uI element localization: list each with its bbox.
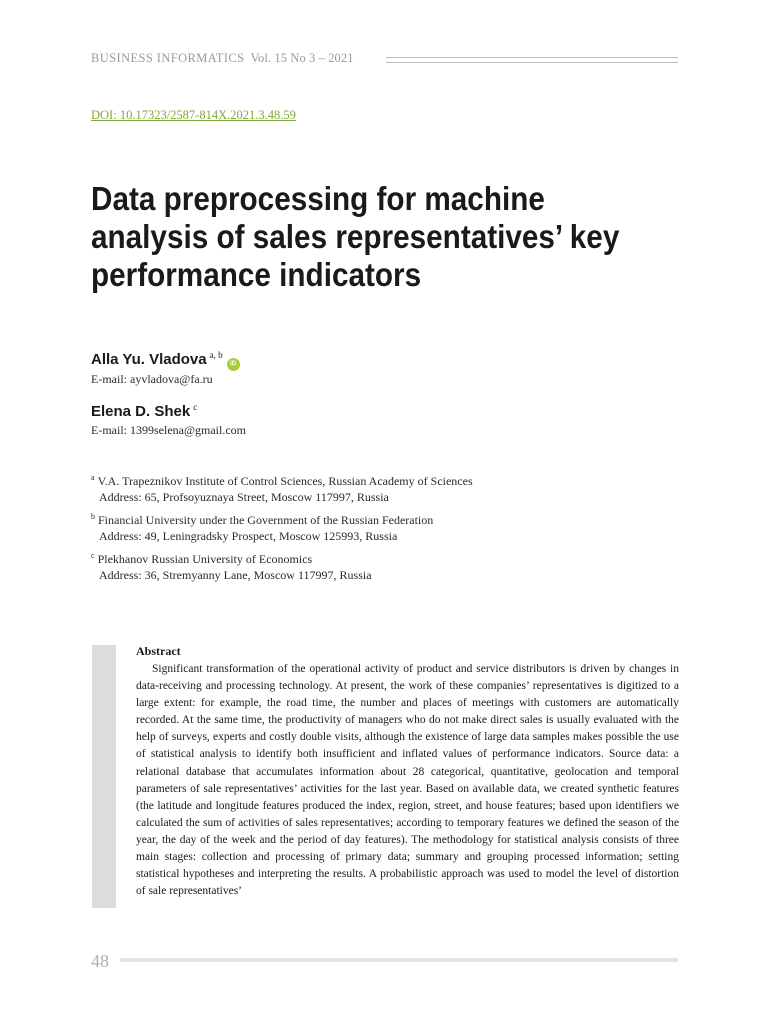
footer-rule bbox=[120, 958, 678, 962]
journal-name: BUSINESS INFORMATICS bbox=[91, 51, 245, 65]
author-1 bbox=[91, 350, 240, 371]
article-title: Data preprocessing for machine analysis of sales representatives’ key performance indicators bbox=[91, 180, 620, 293]
author-affiliation-marks: a, b bbox=[209, 350, 223, 360]
abstract-heading: Abstract bbox=[136, 644, 181, 658]
author-affiliation-marks: c bbox=[193, 402, 198, 412]
author-2 bbox=[91, 402, 197, 420]
affiliation-name: V.A. Trapeznikov Institute of Control Sciences, Russian Academy of Sciences bbox=[97, 474, 473, 488]
doi-link[interactable]: DOI: 10.17323/2587-814X.2021.3.48.59 bbox=[91, 108, 296, 122]
affiliation-address: Address: 49, Leningradsky Prospect, Moscow 125993, Russia bbox=[99, 529, 398, 543]
orcid-icon[interactable]: iD bbox=[227, 358, 240, 371]
affiliation-name: Financial University under the Government of the Russian Federation bbox=[98, 513, 434, 527]
affiliation-c bbox=[91, 548, 372, 583]
abstract-sidebar-bar bbox=[92, 645, 116, 908]
affiliation-mark: c bbox=[91, 551, 95, 560]
journal-volume: Vol. 15 No 3 – 2021 bbox=[250, 51, 354, 65]
author-name: Elena D. Shek bbox=[91, 403, 191, 420]
page-number: 48 bbox=[91, 951, 109, 971]
header-rule bbox=[386, 57, 678, 63]
affiliation-name: Plekhanov Russian University of Economics bbox=[97, 552, 313, 566]
affiliation-b bbox=[91, 509, 433, 544]
abstract-text: Significant transformation of the operational activity of product and service distributors is driven by changes in data-receiving and processing technology. At present, the work of these companies’ representatives is digitized to a large extent: for example, the road time, the number and places of meetings with customers are automatically recorded. At the same time, the productivity of managers who do not make direct sales is usually evaluated with the help of surveys, experts and costly double visits, although the existence of large data samples makes possible the use of statistical analysis to identify both insufficient and inflated values of performance indicators. Source data: a relational database that accumulates information about 28 categorical, quantitative, geolocation and temporal parameters of sale representatives’ activities for the last year. Based on available data, we created synthetic features (the latitude and longitude features produced the index, region, street, and house features; based upon identifiers we calculated the sum of activities of sales representatives; according to temporary features we defined the season of the year, the day of the week and the period of day features). The methodology for statistical analysis consists of three main stages: collection and processing of primary data; summary and grouping processed information; setting statistical hypotheses and interpreting the results. A probabilistic approach was used to model the level of distortion of sale representatives’ bbox=[136, 663, 679, 898]
author-name: Alla Yu. Vladova bbox=[91, 351, 207, 368]
running-header bbox=[91, 51, 354, 66]
affiliation-address: Address: 36, Stremyanny Lane, Moscow 117997, Russia bbox=[99, 568, 372, 582]
author-2-email: E-mail: 1399selena@gmail.com bbox=[91, 423, 247, 437]
author-1-email: E-mail: ayvladova@fa.ru bbox=[91, 372, 213, 386]
affiliation-mark: a bbox=[91, 473, 95, 482]
affiliation-address: Address: 65, Profsoyuznaya Street, Moscow 117997, Russia bbox=[99, 490, 389, 504]
affiliation-mark: b bbox=[91, 512, 95, 521]
affiliation-a bbox=[91, 470, 473, 505]
